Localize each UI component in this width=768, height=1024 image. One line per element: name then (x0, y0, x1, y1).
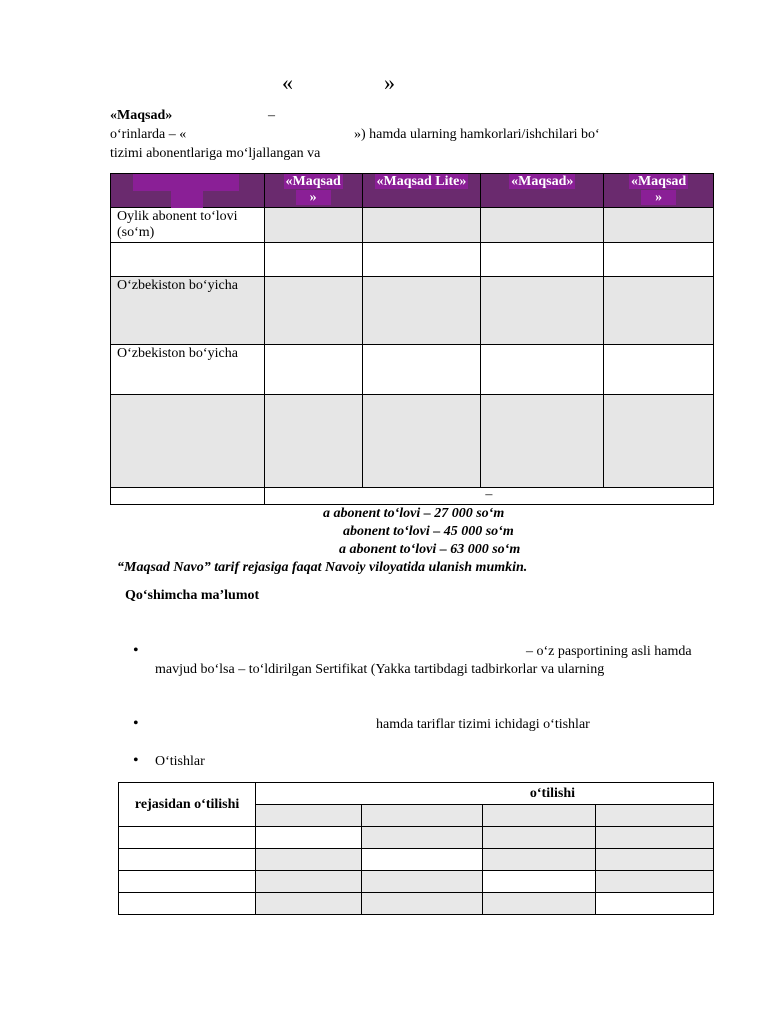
title-close-quote: » (384, 70, 395, 95)
bullet-dot: • (133, 752, 139, 769)
intro-line2-start: o‘rinlarda – « (110, 127, 187, 142)
table-cell (264, 243, 362, 277)
tariff-table (110, 173, 714, 505)
table-cell (362, 395, 481, 488)
table-cell (256, 871, 362, 893)
table-cell (482, 805, 595, 827)
table-cell (264, 208, 362, 243)
table-cell (481, 395, 604, 488)
table-cell (362, 805, 482, 827)
table-cell (481, 345, 604, 395)
table-cell (119, 849, 256, 871)
row-label (111, 395, 265, 488)
row-label (111, 243, 265, 277)
header-cell-empty (111, 174, 265, 208)
table-row (111, 395, 714, 488)
table-cell (362, 243, 481, 277)
table-cell (256, 849, 362, 871)
header-label: » (641, 190, 676, 205)
table-cell (264, 277, 362, 345)
table-row (111, 208, 714, 243)
table-row (119, 827, 714, 849)
note-fee-3: a abonent to‘lovi – 63 000 so‘m (339, 542, 521, 557)
header-label: «Maqsad Lite» (376, 174, 467, 189)
transition-table (118, 782, 714, 915)
note-fee-2: abonent to‘lovi – 45 000 so‘m (343, 524, 514, 539)
note-fee-1: a abonent to‘lovi – 27 000 so‘m (323, 506, 505, 521)
header-label: «Maqsad» (511, 174, 574, 189)
table-cell (595, 871, 713, 893)
footer-dash: – (264, 488, 713, 505)
table-footer-row (111, 488, 714, 505)
table-cell (119, 893, 256, 915)
table-cell (362, 345, 481, 395)
note-navoi: “Maqsad Navo” tarif rejasiga faqat Navoiy viloyatida ulanish mumkin. (117, 560, 528, 575)
table-cell (482, 827, 595, 849)
table-cell (482, 893, 595, 915)
header-label: «Maqsad (285, 174, 341, 189)
table-cell (256, 893, 362, 915)
bullet-1-line1: – o‘z pasportining asli hamda (526, 644, 692, 659)
header-highlight (171, 191, 203, 208)
header-cell-maqsad-2 (481, 174, 604, 208)
bullet-2: hamda tariflar tizimi ichidagi o‘tishlar (376, 717, 590, 732)
table-cell (362, 849, 482, 871)
header-cell-maqsad-lite (362, 174, 481, 208)
table-cell (256, 805, 362, 827)
row-header: rejasidan o‘tilishi (119, 783, 256, 827)
table-row (119, 893, 714, 915)
table-cell (604, 395, 714, 488)
header-cell-maqsad-3 (604, 174, 714, 208)
table-row (111, 345, 714, 395)
table-cell (119, 871, 256, 893)
tariff-header-row (111, 174, 714, 208)
bullet-dot: • (133, 642, 139, 659)
row-label: O‘zbekiston bo‘yicha (111, 277, 265, 345)
table-cell (595, 805, 713, 827)
table-cell (264, 345, 362, 395)
table-cell (595, 827, 713, 849)
intro-dash: – (268, 108, 275, 123)
header-label: «Maqsad (630, 174, 687, 189)
table-cell (264, 395, 362, 488)
table-cell (362, 277, 481, 345)
table-cell (595, 849, 713, 871)
table-cell (362, 208, 481, 243)
table-cell (119, 827, 256, 849)
bullet-dot: • (133, 715, 139, 732)
intro-brand: «Maqsad» (110, 108, 173, 123)
extra-info-heading: Qo‘shimcha ma’lumot (125, 588, 260, 603)
title-open-quote: « (282, 70, 293, 95)
table-cell (362, 871, 482, 893)
col-header: o‘tilishi (256, 783, 714, 805)
table-cell (604, 277, 714, 345)
table-cell (362, 827, 482, 849)
table-cell (481, 243, 604, 277)
table-row (119, 871, 714, 893)
table-cell (482, 849, 595, 871)
table-cell (604, 345, 714, 395)
table-cell (256, 827, 362, 849)
table-cell (362, 893, 482, 915)
bullet-1-line2: mavjud bo‘lsa – to‘ldirilgan Sertifikat (Yakka tartibdagi tadbirkorlar va ularning (155, 662, 605, 677)
table-cell (481, 277, 604, 345)
intro-line2-end: ») hamda ularning hamkorlari/ishchilari bo‘ (354, 127, 600, 142)
header-highlight (133, 174, 239, 191)
header-cell-maqsad-1 (264, 174, 362, 208)
table-row (119, 783, 714, 805)
table-row (111, 277, 714, 345)
table-cell (481, 208, 604, 243)
table-row (111, 243, 714, 277)
row-label: Oylik abonent to‘lovi (so‘m) (111, 208, 265, 243)
table-cell (482, 871, 595, 893)
intro-line3: tizimi abonentlariga mo‘ljallangan va (110, 146, 321, 161)
table-cell (604, 208, 714, 243)
row-label (111, 488, 265, 505)
header-label: » (296, 190, 331, 205)
row-label: O‘zbekiston bo‘yicha (111, 345, 265, 395)
bullet-3: O‘tishlar (155, 754, 205, 769)
table-row (119, 849, 714, 871)
table-cell (595, 893, 713, 915)
table-cell (604, 243, 714, 277)
